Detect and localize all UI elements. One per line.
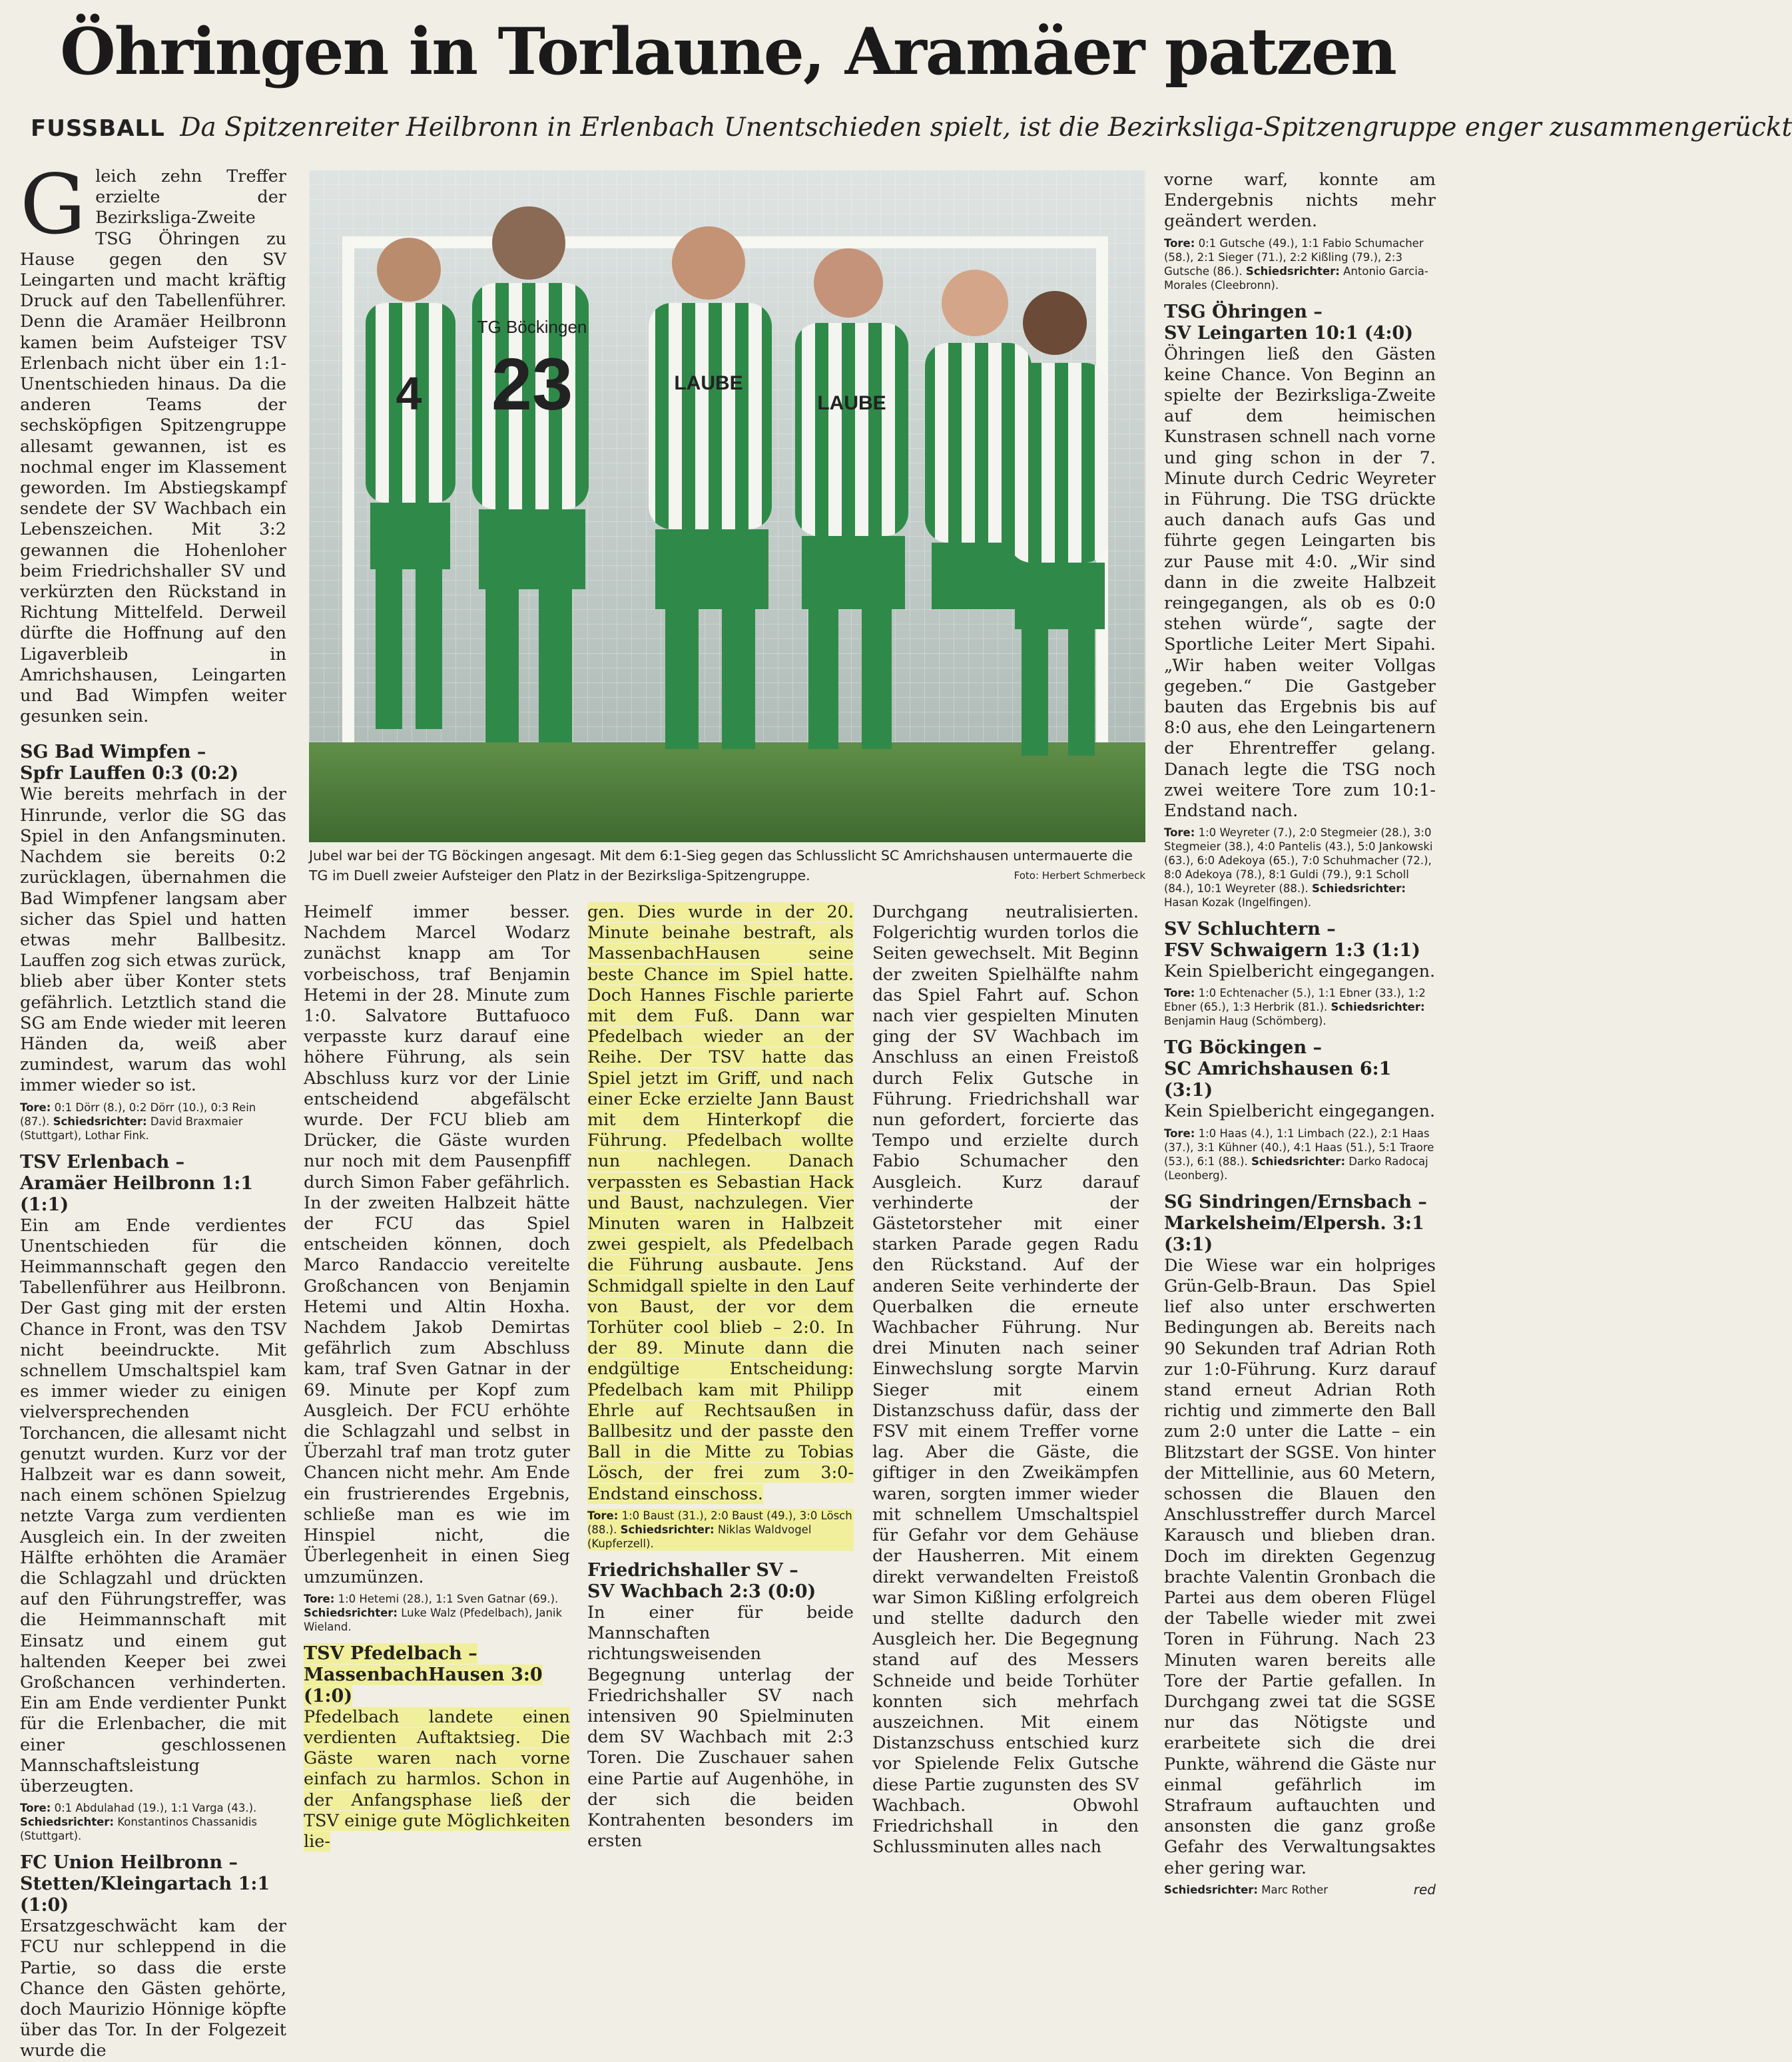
game-meta: Schiedsrichter: Marc Rother red bbox=[1164, 1881, 1436, 1898]
game-title: TSV Erlenbach – Aramäer Heilbronn 1:1 (1:1) bbox=[20, 1151, 254, 1215]
caption-text: Jubel war bei der TG Böckingen angesagt. Mit dem 6:1-Sieg gegen das Schlusslicht SC Amrichshausen untermauerte die TG im Duell zweier Aufsteiger den Platz in der Bezirksliga-Spitzengruppe. bbox=[309, 848, 1133, 884]
game-title: TG Böckingen – SC Amrichshausen 6:1 (3:1) bbox=[1164, 1037, 1392, 1101]
celebration-photo-illustration bbox=[309, 170, 1145, 842]
intro-paragraph bbox=[20, 157, 286, 727]
game-report: Kein Spielbericht eingegangen. bbox=[1164, 961, 1436, 982]
game-meta: Tore: 0:1 Gutsche (49.), 1:1 Fabio Schumacher (58.), 2:1 Sieger (71.), 2:2 Kißling (79.), 2:3 Gutsche (86.). Schiedsrichter: Antonio Garcia-Morales (Cleebronn). bbox=[1164, 236, 1428, 292]
intro-text: leich zehn Treffer erzielte der Bezirksliga-Zweite TSG Öhringen zu Hause gegen den SV Leingarten und macht kräftig Druck auf den Tabellenführer. Denn die Aramäer Heilbronn kamen beim Aufsteiger TSV Erlenbach nicht über ein 1:1-Unentschieden hinaus. Da die anderen Teams der sechsköpfigen Spitzengruppe allesamt gewannen, ist es nochmal enger im Klassement geworden. Im Abstiegskampf sendete der SV Wachbach ein Lebenszeichen. Mit 3:2 gewannen die Hohenloher beim Friedrichshaller SV und verkürzten den Rückstand in Richtung Mittelfeld. Derweil dürfte die Hoffnung auf den Ligaverbleib in Amrichshausen, Leingarten und Bad Wimpfen weiter gesunken sein. bbox=[20, 166, 286, 727]
subline bbox=[31, 112, 1792, 144]
game-title: FC Union Heilbronn – Stetten/Kleingartach 1:1 (1:0) bbox=[20, 1852, 270, 1916]
game-title: TSV Pfedelbach – MassenbachHausen 3:0 (1:0) bbox=[304, 1643, 543, 1706]
headline: Öhringen in Torlaune, Aramäer patzen bbox=[60, 14, 1396, 89]
column-3 bbox=[587, 902, 854, 1852]
sponsor-text: LAUBE bbox=[674, 372, 743, 394]
game-report: Kein Spielbericht eingegangen. bbox=[1164, 1101, 1436, 1122]
column-4 bbox=[872, 902, 1139, 1858]
dropcap: G bbox=[20, 157, 87, 253]
game-meta: Tore: 1:0 Echtenacher (5.), 1:1 Ebner (33.), 1:2 Ebner (65.), 1:3 Herbrik (81.). Schiedsrichter: Benjamin Haug (Schömberg). bbox=[1164, 987, 1426, 1028]
game-meta: Tore: 1:0 Hetemi (28.), 1:1 Sven Gatnar (69.). Schiedsrichter: Luke Walz (Pfedelbach), Janik Wieland. bbox=[304, 1592, 563, 1633]
game-report: In einer für beide Mannschaften richtungsweisenden Begegnung unterlag der Friedrichshaller SV nach intensiven 90 Spielminuten dem SV Wachbach mit 2:3 Toren. Die Zuschauer sahen eine Partie auf Augenhöhe, in der sich die beiden Kontrahenten besonders im ersten bbox=[587, 1602, 854, 1852]
game-meta: Tore: 1:0 Baust (31.), 2:0 Baust (49.), 3:0 Lösch (88.). Schiedsrichter: Niklas Waldvogel (Kupferzell). bbox=[587, 1509, 854, 1551]
photo-credit: Foto: Herbert Schmerbeck bbox=[1014, 870, 1145, 882]
game-report-end: vorne warf, konnte am Endergebnis nichts mehr geändert werden. bbox=[1164, 170, 1436, 232]
game-title: SV Schluchtern – FSV Schwaigern 1:3 (1:1) bbox=[1164, 919, 1420, 961]
game-title: SG Bad Wimpfen – Spfr Lauffen 0:3 (0:2) bbox=[20, 742, 239, 784]
kicker: FUSSBALL bbox=[31, 115, 165, 142]
column-2 bbox=[304, 902, 570, 1852]
jersey-label: TG Böckingen bbox=[477, 317, 587, 337]
author-signature: red bbox=[1413, 1881, 1436, 1898]
game-report: Öhringen ließ den Gästen keine Chance. Von Beginn an spielte der Bezirksliga-Zweite auf dem heimischen Kunstrasen schnell nach vorne und ging schon in der 7. Minute durch Cedric Weyreter in Führung. Die TSG drückte auch danach aufs Gas und führte gegen Leingarten bis zur Pause mit 4:0. „Wir sind dann in die zweite Halbzeit reingegangen, als ob es 0:0 stehen würde“, sagte der Sportliche Leiter Mert Sipahi. „Wir haben weiter Vollgas gegeben.“ Die Gastgeber bauten das Ergebnis bis auf 8:0 aus, ehe den Leingartenern der Ehrentreffer gelang. Danach legte die TSG noch zwei weitere Tore zum 10:1-Endstand nach. bbox=[1164, 344, 1436, 822]
game-report-continued: Durchgang neutralisierten. Folgerichtig wurden torlos die Seiten gewechselt. Mit Beginn der zweiten Spielhälfte nahm das Spiel Fahrt auf. Schon nach vier gespielten Minuten ging der SV Wachbach im Anschluss an einen Freistoß durch Felix Gutsche in Führung. Friedrichshall war nun gefordert, forcierte das Tempo und erzielte durch Fabio Schumacher den Ausgleich. Kurz darauf verhinderte der Gästetorsteher mit einer starken Parade gegen Radu den Rückstand. Auf der anderen Seite verhinderte der Querbalken die erneute Wachbacher Führung. Nur drei Minuten nach seiner Einwechslung sorgte Marvin Sieger mit einem Distanzschuss dafür, dass der FSV mit einem Treffer vorne lag. Aber die Gäste, die giftiger in den Zweikämpfen waren, sorgten immer wieder mit schnellem Umschaltspiel für Gefahr vor dem Gehäuse der Hausherren. Mit einem direkt verwandelten Freistoß war Simon Kißling erfolgreich und stellte dadurch den Ausgleich her. Die Begegnung stand auf des Messers Schneide und beide Torhüter konnten sich mehrfach auszeichnen. Mit einem Distanzschuss entschied kurz vor Spielende Felix Gutsche diese Partie zugunsten des SV Wachbach. Obwohl Friedrichshall in den Schlussminuten alles nach bbox=[872, 902, 1139, 1858]
column-5 bbox=[1164, 170, 1436, 1900]
game-meta: Tore: 1:0 Haas (4.), 1:1 Limbach (22.), 2:1 Haas (37.), 3:1 Kühner (40.), 4:1 Haas (51.), 5:1 Traore (53.), 6:1 (88.). Schiedsrichter: Darko Radocaj (Leonberg). bbox=[1164, 1127, 1434, 1182]
game-meta: Tore: 1:0 Weyreter (7.), 2:0 Stegmeier (28.), 3:0 Stegmeier (38.), 4:0 Pantelis (43.), 5:0 Jankowski (63.), 6:0 Adekoya (65.), 7:0 Schuhmacher (72.), 8:0 Adekoya (78.), 8:1 Guldi (79.), 9:1 Scholl (84.), 10:1 Weyreter (88.). Schiedsrichter: Hasan Kozak (Ingelfingen). bbox=[1164, 826, 1433, 909]
game-meta: Tore: 0:1 Abdulahad (19.), 1:1 Varga (43.). Schiedsrichter: Konstantinos Chassanidis (Stuttgart). bbox=[20, 1802, 258, 1843]
game-title: TSG Öhringen – SV Leingarten 10:1 (4:0) bbox=[1164, 301, 1413, 344]
column-1 bbox=[20, 157, 286, 2062]
svg-text:LAUBE: LAUBE bbox=[817, 392, 886, 414]
photo-caption bbox=[309, 846, 1145, 886]
game-report-continued: gen. Dies wurde in der 20. Minute beinahe bestraft, als MassenbachHausen seine beste Chance im Spiel hatte. Doch Hannes Fischle parierte mit dem Fuß. Dann war Pfedelbach wieder an der Reihe. Der TSV hatte das Spiel jetzt im Griff, und nach einer Ecke erzielte Jann Baust mit dem Hinterkopf die Führung. Pfedelbach wollte nun nachlegen. Danach verpassten es Sebastian Hack und Baust, nachzulegen. Vier Minuten waren in Halbzeit zwei gespielt, als Pfedelbach die Führung ausbaute. Jens Schmidgall spielte in den Lauf von Baust, der vor dem Torhüter cool blieb – 2:0. In der 89. Minute dann die endgültige Entscheidung: Pfedelbach kam mit Philipp Ehrle auf Rechtsaußen in Ballbesitz und der passte den Ball in die Mitte zu Tobias Lösch, der frei zum 3:0-Endstand einschoss. bbox=[587, 902, 854, 1504]
game-report: Ersatzgeschwächt kam der FCU nur schleppend in die Partie, so dass die erste Chance den Gästen gehörte, doch Maurizio Hönnige köpfte über das Tor. In der Folgezeit wurde die bbox=[20, 1916, 286, 2061]
team-photo bbox=[309, 170, 1145, 842]
deck: Da Spitzenreiter Heilbronn in Erlenbach Unentschieden spielt, ist die Bezirksliga-Spitzengruppe enger zusammengerückt bbox=[180, 113, 1792, 142]
game-meta: Tore: 0:1 Dörr (8.), 0:2 Dörr (10.), 0:3 Rein (87.). Schiedsrichter: David Braxmaier (Stuttgart), Lothar Fink. bbox=[20, 1101, 256, 1142]
game-title: Friedrichshaller SV – SV Wachbach 2:3 (0:0) bbox=[587, 1559, 816, 1602]
game-report: Die Wiese war ein holpriges Grün-Gelb-Braun. Das Spiel lief also unter erschwerten Bedingungen ab. Bereits nach 90 Sekunden traf Adrian Roth zur 1:0-Führung. Kurz darauf stand erneut Adrian Roth richtig und zimmerte den Ball zum 2:0 unter die Latte – ein Blitzstart der SGSE. Von hinter der Mittellinie, aus 60 Metern, schossen die Blauen den Anschlusstreffer durch Marcel Karausch und blieben dran. Doch im direkten Gegenzug brachte Valentin Gronbach die Partei aus dem oberen Flügel der Tabelle wieder mit zwei Toren in Führung. Nach 23 Minuten waren bereits alle Tore der Partie gefallen. In Durchgang zwei tat die SGSE nur das Nötigste und erarbeitete sich die drei Punkte, während die Gäste nur einmal gefährlich im Strafraum auftauchten und ansonsten die ganz große Gefahr des Verwaltungsaktes eher gering war. bbox=[1164, 1255, 1436, 1878]
game-report-continued: Heimelf immer besser. Nachdem Marcel Wodarz zunächst knapp am Tor vorbeischoss, traf Benjamin Hetemi in der 28. Minute zum 1:0. Salvatore Buttafuoco verpasste kurz darauf eine höhere Führung, als sein Abschluss kurz vor der Linie entscheidend abgefälscht wurde. Der FCU blieb am Drücker, die Gäste wurden nur noch mit dem Pausenpfiff durch Simon Faber gefährlich. In der zweiten Halbzeit hätte der FCU das Spiel entscheiden können, doch Marco Randaccio vereitelte Großchancen von Benjamin Hetemi und Altin Hoxha. Nachdem Jakob Demirtas gefährlich zum Abschluss kam, traf Sven Gatnar in der 69. Minute per Kopf zum Ausgleich. Der FCU erhöhte die Schlagzahl und selbst in Überzahl traf man trotz guter Chancen nicht mehr. Am Ende ein frustrierendes Ergebnis, schließe man es wie im Hinspiel nicht, die Überlegenheit in einen Sieg umzumünzen. bbox=[304, 902, 570, 1587]
jersey-number: 23 bbox=[491, 344, 573, 425]
game-title: SG Sindringen/Ernsbach – Markelsheim/Elpersh. 3:1 (3:1) bbox=[1164, 1191, 1427, 1255]
game-report: Pfedelbach landete einen verdienten Auftaktsieg. Die Gäste waren nach vorne einfach zu harmlos. Schon in der Anfangsphase ließ der TSV einige gute Möglichkeiten lie- bbox=[304, 1706, 570, 1852]
game-report: Wie bereits mehrfach in der Hinrunde, verlor die SG das Spiel in den Anfangsminuten. Nachdem sie bereits 0:2 zurücklagen, übernahmen die Bad Wimpfener langsam aber sicher das Spiel und hatten etwas mehr Ballbesitz. Lauffen zog sich etwas zurück, blieb aber über Konter stets gefährlich. Letztlich stand die SG am Ende wieder mit leeren Händen da, weiß aber zumindest, warum das wohl immer wieder so ist. bbox=[20, 784, 286, 1096]
game-report: Ein am Ende verdientes Unentschieden für die Heimmannschaft gegen den Tabellenführer aus Heilbronn. Der Gast ging mit der ersten Chance in Front, was den TSV nicht beeindruckte. Mit schnellem Umschaltspiel kam es immer wieder zu einigen vielversprechenden Torchancen, die allesamt nicht genutzt wurden. Kurz vor der Halbzeit war es dann soweit, nach einem schönen Spielzug netzte Varga zum verdienten Ausgleich ein. In der zweiten Hälfte erhöhten die Aramäer die Schlagzahl und drückten auf den Führungstreffer, was die Heimmannschaft mit Einsatz und einem gut haltenden Keeper bei zwei Großchancen verhinderten. Ein am Ende verdienter Punkt für die Erlenbacher, die mit einer geschlossenen Mannschaftsleistung überzeugten. bbox=[20, 1215, 286, 1797]
jersey-number-left: 4 bbox=[396, 368, 422, 419]
